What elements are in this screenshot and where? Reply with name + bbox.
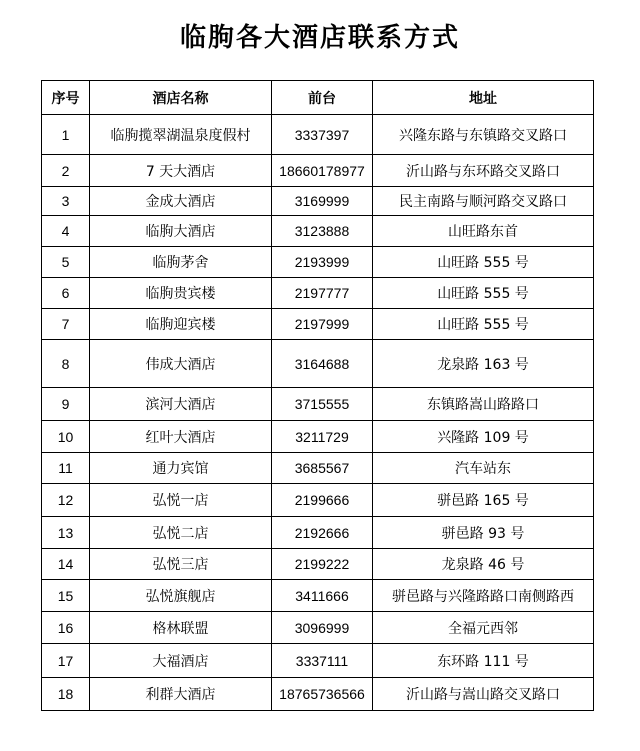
row-number: 15 [42, 580, 90, 612]
hotel-address: 兴隆东路与东镇路交叉路口 [373, 115, 594, 155]
table-row [42, 247, 594, 278]
front-desk-phone: 2199666 [272, 484, 373, 517]
header-phone: 前台 [272, 81, 373, 115]
row-number: 11 [42, 453, 90, 484]
front-desk-phone: 3685567 [272, 453, 373, 484]
hotel-address: 山旺路 555 号 [373, 309, 594, 340]
hotel-address: 山旺路东首 [373, 216, 594, 247]
hotel-name: 临朐迎宾楼 [90, 309, 272, 340]
front-desk-phone: 3337397 [272, 115, 373, 155]
table-row [42, 155, 594, 187]
hotel-address: 汽车站东 [373, 453, 594, 484]
row-number: 5 [42, 247, 90, 278]
row-number: 16 [42, 612, 90, 644]
hotel-name: 临朐大酒店 [90, 216, 272, 247]
front-desk-phone: 3164688 [272, 340, 373, 388]
table-row [42, 278, 594, 309]
header-no: 序号 [42, 81, 90, 115]
hotel-address: 沂山路与嵩山路交叉路口 [373, 678, 594, 711]
hotel-name: 红叶大酒店 [90, 421, 272, 453]
front-desk-phone: 3411666 [272, 580, 373, 612]
row-number: 2 [42, 155, 90, 187]
hotel-address: 山旺路 555 号 [373, 247, 594, 278]
hotel-address: 骈邑路 93 号 [373, 517, 594, 549]
hotel-address: 民主南路与顺河路交叉路口 [373, 187, 594, 216]
front-desk-phone: 3096999 [272, 612, 373, 644]
hotel-name: 滨河大酒店 [90, 388, 272, 421]
front-desk-phone: 18660178977 [272, 155, 373, 187]
hotel-address: 东环路 111 号 [373, 644, 594, 678]
row-number: 6 [42, 278, 90, 309]
table-row [42, 216, 594, 247]
table-row [42, 388, 594, 421]
front-desk-phone: 18765736566 [272, 678, 373, 711]
hotel-name: 格林联盟 [90, 612, 272, 644]
row-number: 17 [42, 644, 90, 678]
hotel-name: 弘悦三店 [90, 549, 272, 580]
front-desk-phone: 2197999 [272, 309, 373, 340]
front-desk-phone: 3169999 [272, 187, 373, 216]
hotel-address: 沂山路与东环路交叉路口 [373, 155, 594, 187]
table-row [42, 484, 594, 517]
table-row [42, 309, 594, 340]
page-title: 临朐各大酒店联系方式 [179, 23, 460, 53]
row-number: 12 [42, 484, 90, 517]
hotel-name: 通力宾馆 [90, 453, 272, 484]
table-row [42, 340, 594, 388]
row-number: 7 [42, 309, 90, 340]
front-desk-phone: 3337111 [272, 644, 373, 678]
front-desk-phone: 3123888 [272, 216, 373, 247]
row-number: 9 [42, 388, 90, 421]
front-desk-phone: 3715555 [272, 388, 373, 421]
hotel-address: 骈邑路 165 号 [373, 484, 594, 517]
row-number: 1 [42, 115, 90, 155]
hotel-name: 弘悦旗舰店 [90, 580, 272, 612]
hotel-name: 弘悦二店 [90, 517, 272, 549]
front-desk-phone: 2197777 [272, 278, 373, 309]
hotel-contact-table [41, 80, 594, 711]
hotel-address: 龙泉路 46 号 [373, 549, 594, 580]
hotel-address: 兴隆路 109 号 [373, 421, 594, 453]
table-row [42, 187, 594, 216]
row-number: 4 [42, 216, 90, 247]
hotel-name: 7 天大酒店 [90, 155, 272, 187]
row-number: 18 [42, 678, 90, 711]
row-number: 14 [42, 549, 90, 580]
header-name: 酒店名称 [90, 81, 272, 115]
table-row [42, 115, 594, 155]
front-desk-phone: 2193999 [272, 247, 373, 278]
hotel-name: 临朐揽翠湖温泉度假村 [90, 115, 272, 155]
hotel-name: 临朐茅舍 [90, 247, 272, 278]
hotel-name: 伟成大酒店 [90, 340, 272, 388]
table-row [42, 580, 594, 612]
table-row [42, 517, 594, 549]
table-row [42, 644, 594, 678]
row-number: 10 [42, 421, 90, 453]
table-row [42, 549, 594, 580]
hotel-name: 弘悦一店 [90, 484, 272, 517]
front-desk-phone: 2199222 [272, 549, 373, 580]
hotel-address: 全福元西邻 [373, 612, 594, 644]
hotel-name: 临朐贵宾楼 [90, 278, 272, 309]
header-address: 地址 [373, 81, 594, 115]
hotel-address: 骈邑路与兴隆路路口南侧路西 [373, 580, 594, 612]
row-number: 3 [42, 187, 90, 216]
hotel-name: 利群大酒店 [90, 678, 272, 711]
table-row [42, 453, 594, 484]
hotel-address: 龙泉路 163 号 [373, 340, 594, 388]
table-row [42, 678, 594, 711]
hotel-address: 山旺路 555 号 [373, 278, 594, 309]
table-header-row [42, 81, 594, 115]
hotel-name: 金成大酒店 [90, 187, 272, 216]
front-desk-phone: 2192666 [272, 517, 373, 549]
table-body [42, 115, 594, 711]
hotel-address: 东镇路嵩山路路口 [373, 388, 594, 421]
hotel-name: 大福酒店 [90, 644, 272, 678]
table-row [42, 421, 594, 453]
row-number: 13 [42, 517, 90, 549]
front-desk-phone: 3211729 [272, 421, 373, 453]
table-row [42, 612, 594, 644]
row-number: 8 [42, 340, 90, 388]
